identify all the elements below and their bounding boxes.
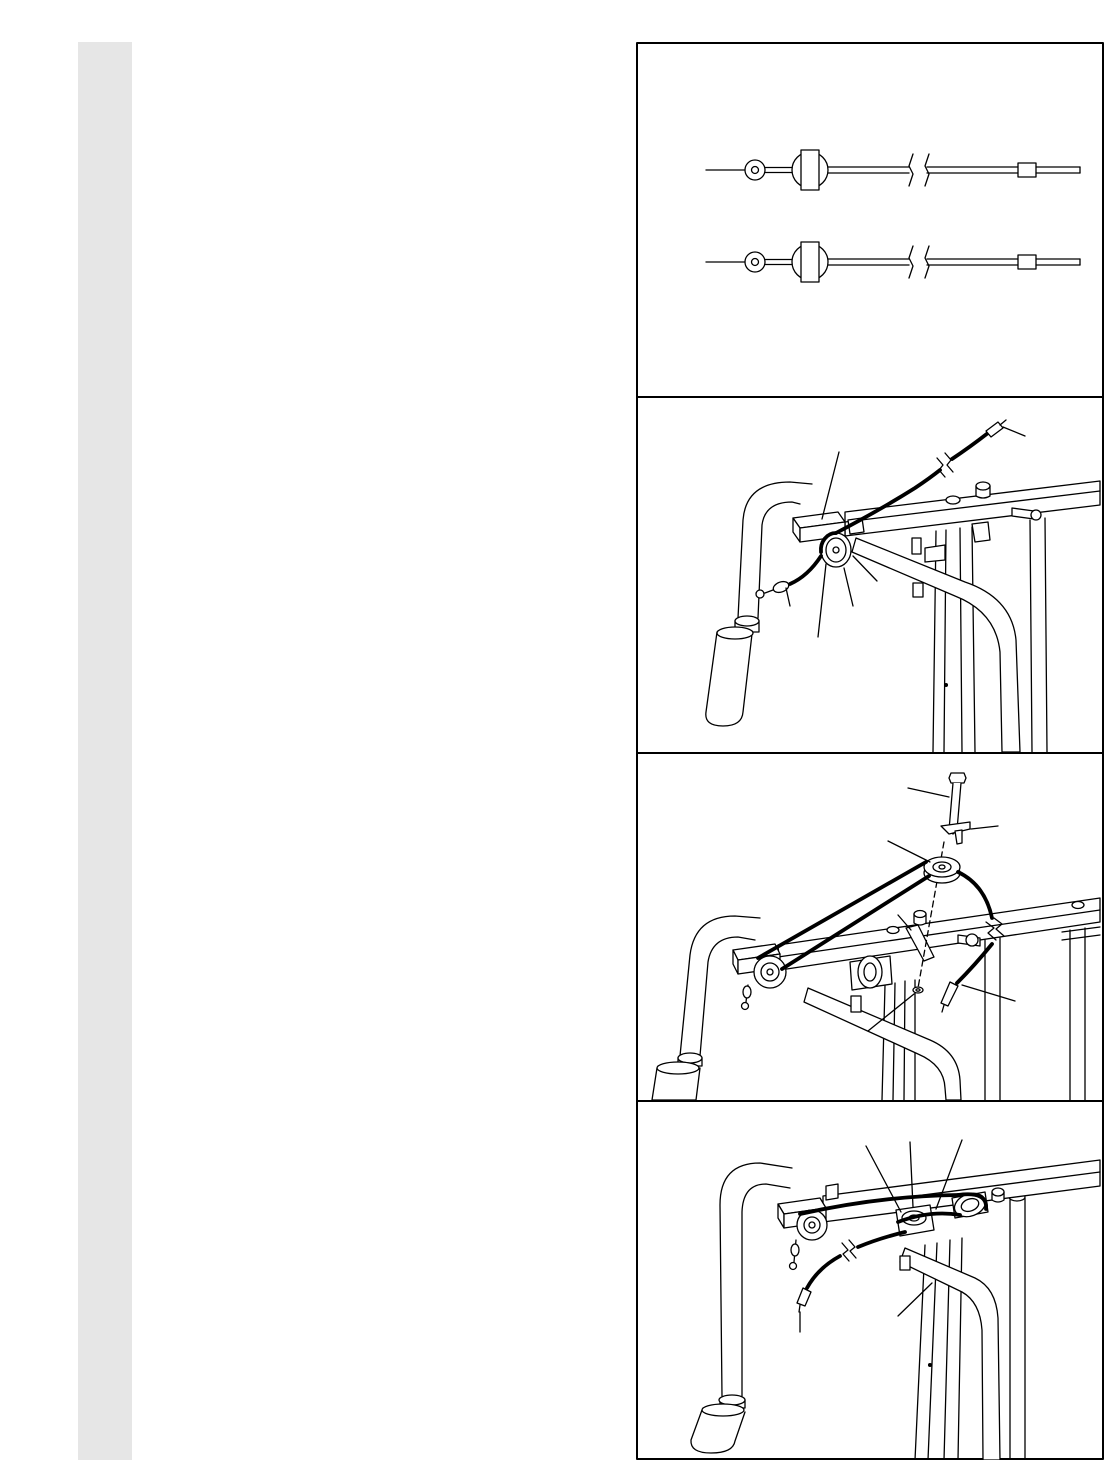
figure-panel-step-c: [636, 1100, 1104, 1460]
cable-end: [799, 1305, 800, 1312]
tube-stub: [900, 1256, 910, 1270]
cable-run: [807, 1256, 840, 1288]
post-bracket: [972, 522, 990, 542]
leader-line: [786, 588, 790, 606]
cable-run: [958, 872, 992, 918]
break-mark: [909, 246, 913, 278]
leader-line: [1003, 427, 1025, 436]
tube-outer: [738, 482, 812, 618]
figure-panel-step-b: [636, 752, 1104, 1102]
bracket-tab: [955, 830, 962, 844]
inner-tube: [852, 538, 1020, 752]
cable-ferrule: [1018, 163, 1036, 177]
new-pulley-assembly: [913, 773, 970, 993]
cable-run: [957, 944, 992, 983]
ball-stop-band: [801, 150, 819, 190]
knob-top: [976, 482, 990, 490]
left-frame-tube: [691, 1163, 792, 1453]
break-mark: [842, 1243, 849, 1261]
pin-ring: [966, 934, 978, 946]
tube-stub: [851, 996, 861, 1012]
break-mark: [925, 154, 929, 186]
post-hole: [929, 1364, 932, 1367]
figure-panel-cables: [636, 42, 1104, 398]
tube-stub: [912, 538, 921, 554]
leader-lines: [800, 1140, 962, 1332]
ball-stop-band: [801, 242, 819, 282]
leader-line: [971, 826, 998, 829]
upright-posts: [933, 518, 1047, 752]
leader-lines: [868, 788, 1015, 1031]
inner-frame-tube: [852, 538, 1020, 752]
upright-post: [1070, 928, 1085, 1100]
pulley-wheel: [924, 857, 960, 877]
cable-ferrule: [797, 1288, 811, 1306]
inner-frame-tube: [900, 1248, 1000, 1460]
tube-outer: [720, 1163, 792, 1396]
break-mark: [925, 246, 929, 278]
pulley-frame-icon: [636, 1100, 1104, 1460]
ball-stop: [743, 986, 751, 998]
upright-post: [1030, 518, 1047, 752]
upright-post: [985, 938, 1000, 1100]
cable-eyelet: [742, 1003, 749, 1010]
tube-stub: [913, 583, 923, 597]
leader-line: [908, 788, 949, 797]
crossbar: [733, 898, 1100, 974]
leader-line: [962, 985, 1015, 1001]
cable-run: [858, 1232, 905, 1247]
cable-run: [790, 556, 821, 584]
bolt-head: [949, 773, 966, 783]
handle-grip-top: [702, 1404, 744, 1416]
handle-grip-top: [717, 627, 753, 639]
pin-ring: [1031, 510, 1041, 520]
leader-line: [898, 1283, 932, 1316]
cable-end: [1000, 420, 1006, 425]
leader-line: [888, 841, 930, 862]
right-post: [1010, 1198, 1025, 1460]
cable-eyelet: [756, 590, 764, 598]
break-mark: [937, 458, 945, 477]
cable-ferrule: [941, 982, 958, 1006]
handle-grip-top: [657, 1062, 699, 1074]
cable-pair-icon: [636, 42, 1104, 398]
page-sidebar-strip: [78, 42, 132, 1460]
break-mark: [945, 453, 953, 472]
inner-tube: [900, 1248, 1000, 1460]
cable-upper: [706, 150, 1080, 190]
leader-line: [822, 452, 839, 519]
crossbar-bracket: [826, 1184, 838, 1200]
post-hole: [945, 684, 948, 687]
cable-eyelet: [745, 160, 765, 180]
break-mark: [849, 1240, 856, 1258]
upright-posts: [882, 927, 1100, 1100]
cable-end: [942, 1005, 944, 1012]
panel-frame: [637, 43, 1103, 397]
break-mark: [909, 154, 913, 186]
tube-bracket: [925, 545, 945, 562]
knob-top: [914, 911, 926, 918]
pulley-frame-icon: [636, 752, 1104, 1102]
upright-posts: [915, 1193, 1025, 1460]
bolt: [887, 927, 899, 934]
rear-crossbar: [1062, 927, 1100, 940]
cable-eyelet: [745, 252, 765, 272]
bolt: [946, 496, 960, 504]
figure-panel-step-a: [636, 396, 1104, 754]
pulley-existing: [850, 956, 892, 990]
eyelet-shank: [765, 590, 773, 593]
pulley-wheel: [754, 956, 786, 988]
washer: [913, 987, 923, 993]
tube-collar-top: [735, 616, 759, 626]
leader-line: [818, 564, 826, 637]
leader-line: [844, 568, 853, 606]
cable-eyelet: [790, 1263, 797, 1270]
cable-run: [952, 433, 988, 459]
panel-frame: [637, 397, 1103, 753]
cable-lower: [706, 242, 1080, 282]
handle-grip: [706, 632, 752, 726]
pulley-wheel: [858, 956, 882, 988]
bolt: [1072, 902, 1084, 909]
pulley-frame-icon: [636, 396, 1104, 754]
cable-ferrule: [1018, 255, 1036, 269]
knob-top: [992, 1188, 1004, 1196]
ball-stop: [791, 1244, 799, 1256]
